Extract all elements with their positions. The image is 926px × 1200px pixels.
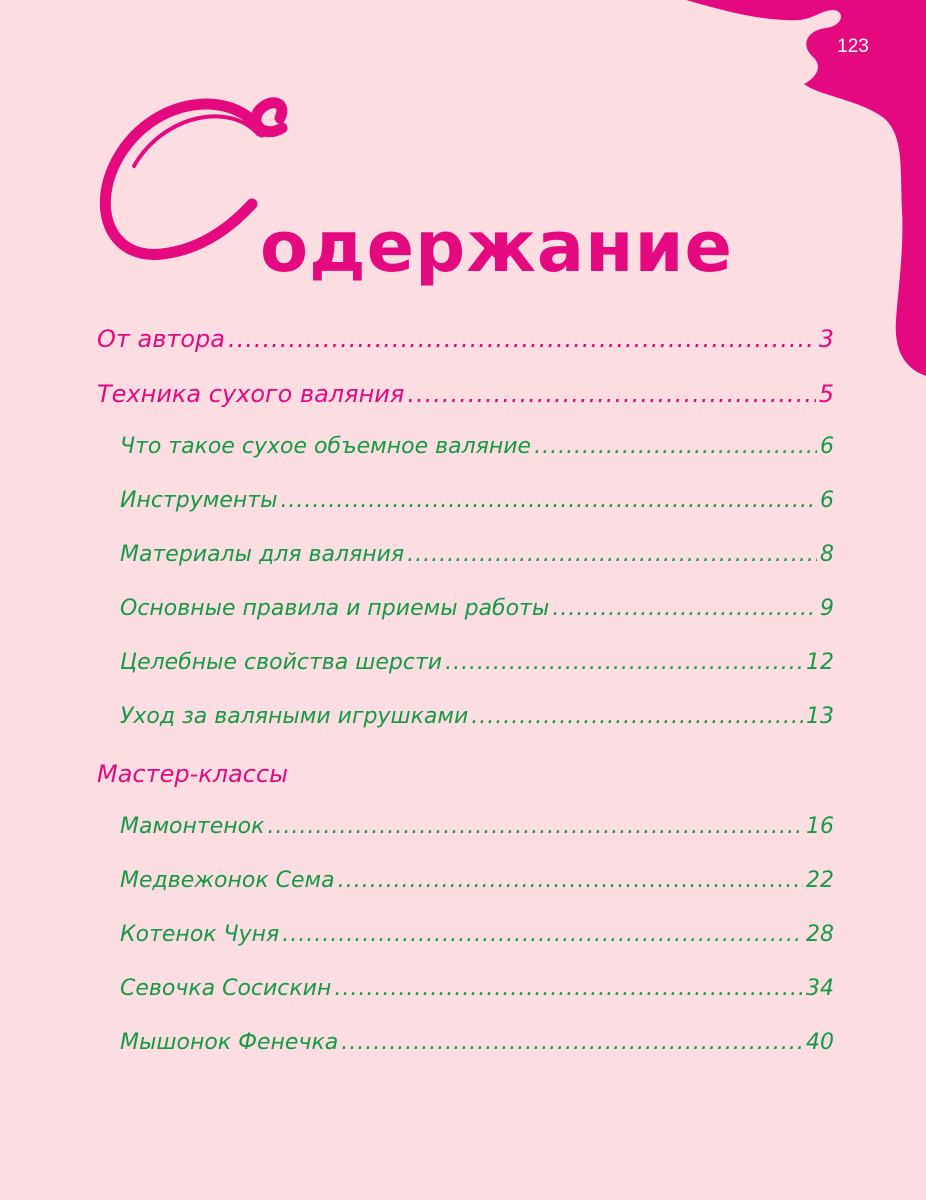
toc-entry-label: Основные правила и приемы работы: [120, 596, 550, 621]
toc-entry-label: Медвежонок Сема: [120, 868, 335, 893]
toc-entry[interactable]: [120, 868, 834, 893]
toc-entry-page: 8: [820, 542, 834, 567]
toc-entry-label: Материалы для валяния: [120, 542, 405, 567]
toc-dot-leader: [280, 488, 817, 513]
title-text: одержание: [260, 206, 733, 288]
toc-entry[interactable]: [97, 760, 834, 788]
toc-entry-page: 34: [806, 976, 834, 1001]
toc-dot-leader: [407, 542, 817, 567]
toc-entry[interactable]: [120, 922, 834, 947]
toc-entry-page: 40: [806, 1030, 834, 1055]
toc-entry-label: Инструменты: [120, 488, 278, 513]
toc-dot-leader: [282, 922, 803, 947]
page-number: 123: [837, 36, 869, 57]
toc-entry[interactable]: [120, 814, 834, 839]
toc-dot-leader: [228, 325, 816, 353]
toc-entry-page: 28: [806, 922, 834, 947]
toc-dot-leader: [471, 704, 803, 729]
toc-entry-page: 13: [806, 704, 834, 729]
toc-entry-page: 22: [806, 868, 834, 893]
toc-dot-leader: [267, 814, 803, 839]
toc-entry-label: Мастер-классы: [97, 760, 289, 788]
toc-entry[interactable]: [120, 650, 834, 675]
toc-entry-page: 6: [820, 488, 834, 513]
toc-entry[interactable]: [120, 488, 834, 513]
toc-entry-label: Техника сухого валяния: [97, 380, 405, 408]
toc-entry-page: 12: [806, 650, 834, 675]
toc-entry[interactable]: [120, 1030, 834, 1055]
toc-entry-page: 3: [818, 325, 834, 353]
toc-dot-leader: [407, 380, 815, 408]
toc-entry-label: Уход за валяными игрушками: [120, 704, 469, 729]
toc-entry-label: Что такое сухое объемное валяние: [120, 434, 532, 459]
page-title: [92, 92, 733, 288]
toc-dot-leader: [338, 868, 803, 893]
toc-entry-page: 5: [818, 380, 834, 408]
toc-dot-leader: [552, 596, 817, 621]
toc-dot-leader: [334, 976, 803, 1001]
toc-entry-page: 6: [820, 434, 834, 459]
toc-entry-label: Котенок Чуня: [120, 922, 280, 947]
toc-entry[interactable]: [120, 434, 834, 459]
toc-entry-label: Целебные свойства шерсти: [120, 650, 443, 675]
toc-entry-label: Севочка Сосискин: [120, 976, 332, 1001]
toc-entry-label: Мамонтенок: [120, 814, 265, 839]
toc-entry[interactable]: [120, 704, 834, 729]
toc-entry[interactable]: [97, 380, 834, 408]
toc-entry[interactable]: [120, 976, 834, 1001]
toc-entry-label: Мышонок Фенечка: [120, 1030, 339, 1055]
toc-entry[interactable]: [120, 542, 834, 567]
toc-entry-page: 16: [806, 814, 834, 839]
toc-entry-page: 9: [820, 596, 834, 621]
toc-dot-leader: [534, 434, 817, 459]
toc-dot-leader: [445, 650, 803, 675]
toc-dot-leader: [341, 1030, 803, 1055]
toc-entry[interactable]: [120, 596, 834, 621]
toc-entry[interactable]: [97, 325, 834, 353]
toc-entry-label: От автора: [97, 325, 225, 353]
